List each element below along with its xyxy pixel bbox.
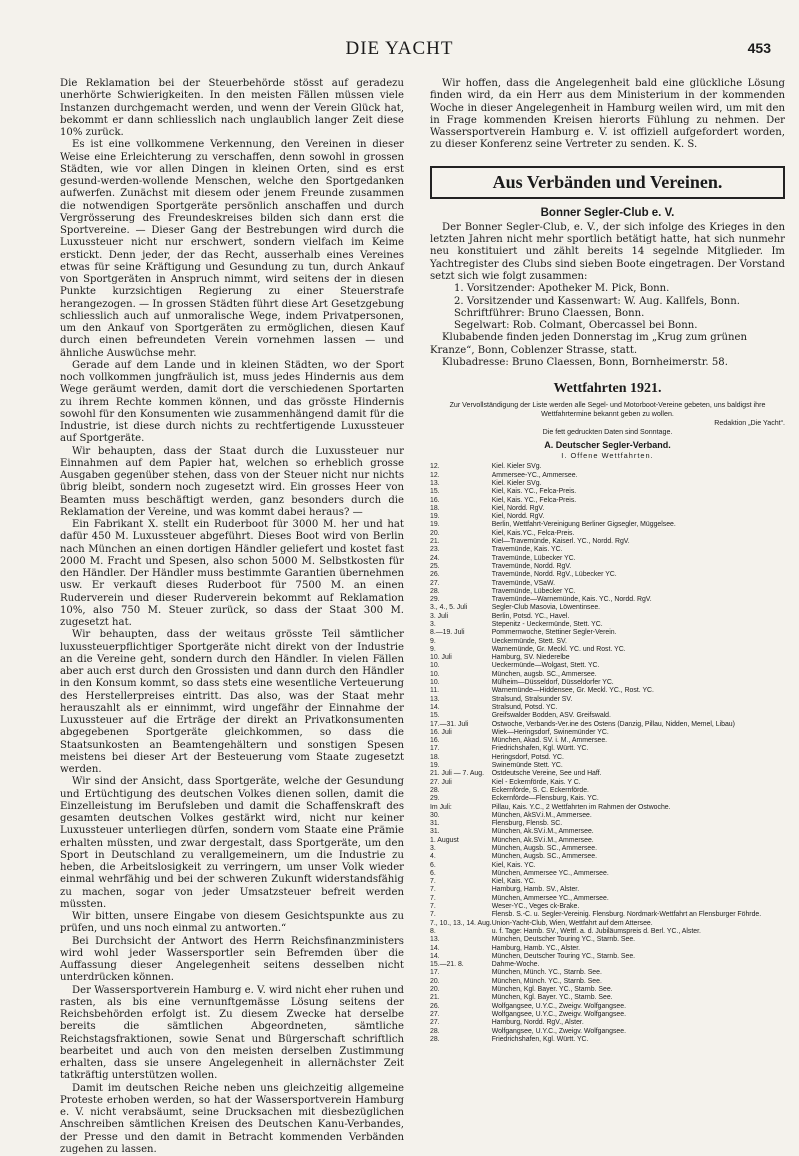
race-date: 20. [430, 530, 492, 538]
race-event: München, Deutscher Touring YC., Starnb. See. [492, 953, 785, 961]
race-row [430, 920, 785, 928]
race-row [430, 886, 785, 894]
race-event: u. f. Tage: Hamb. SV., Wettf. a. d. Jubiläumspreis d. Berl. YC., Alster. [492, 928, 785, 936]
wettfahrten-note: Zur Vervollständigung der Liste werden alle Segel- und Motorboot-Vereine gebeten, uns baldigst ihre Wettfahrtermine bekannt geben zu wollen. [430, 401, 785, 419]
race-event: Kiel, Nordd. RgV. [492, 505, 785, 513]
race-event: Union-Yacht-Club, Wien, Wettfahrt auf dem Attersee. [492, 920, 785, 928]
race-date: 16. [430, 737, 492, 745]
race-event: Travemünde, Nordd. RgV. [492, 563, 785, 571]
race-row [430, 862, 785, 870]
race-row [430, 870, 785, 878]
race-event: Travemünde, Lübecker YC. [492, 555, 785, 563]
right-column [430, 78, 785, 1138]
race-row [430, 480, 785, 488]
race-event: München, Ak.SV.i.M., Ammersee. [492, 828, 785, 836]
wettfahrten-note-2: Die fett gedruckten Daten sind Sonntage. [430, 428, 785, 437]
race-event: Travemünde—Warnemünde, Kais. YC., Nordd. RgV. [492, 596, 785, 604]
race-event: Kiel, Kais. YC. [492, 878, 785, 886]
race-row [430, 837, 785, 845]
race-row [430, 555, 785, 563]
verband-heading: A. Deutscher Segler-Verband. [430, 440, 785, 450]
wettfahrten-signature: Redaktion „Die Yacht“. [430, 419, 785, 428]
race-event: Ammersee-YC., Ammersee. [492, 472, 785, 480]
club-heading: Bonner Segler-Club e. V. [430, 207, 785, 219]
race-event: Weser-YC., Veges ck-Brake. [492, 903, 785, 911]
race-date: 17. [430, 969, 492, 977]
race-event: Travemünde, Nordd. RgV., Lübecker YC. [492, 571, 785, 579]
race-date: 27. [430, 1019, 492, 1027]
race-date: 28. [430, 787, 492, 795]
race-event: Kiel—Travemünde, Kaiserl. YC., Nordd. RgV. [492, 538, 785, 546]
race-row [430, 853, 785, 861]
race-date: 9. [430, 646, 492, 654]
race-event: Wolfgangsee, U.Y.C., Zweigv. Wolfgangsee. [492, 1011, 785, 1019]
offene-wettfahrten-heading: I. Offene Wettfahrten. [430, 451, 785, 460]
club-board-list [430, 283, 785, 332]
race-event: München, Kgl. Bayer. YC., Starnb. See. [492, 986, 785, 994]
race-event: München, Münch. YC., Starnb. See. [492, 969, 785, 977]
race-date: 7. [430, 886, 492, 894]
race-date: 16. Juli [430, 729, 492, 737]
race-event: Greifswalder Bodden, ASV. Greifswald. [492, 712, 785, 720]
race-date: 7. [430, 878, 492, 886]
race-row [430, 936, 785, 944]
left-paragraph-1: Die Reklamation bei der Steuerbehörde stösst auf geradezu unerhörte Schwierigkeiten. In den meisten Fällen müssen viele Instanzen durchgemacht werden, und wenn der Verein Glück hat, bekommt er dann schliesslich nach unglaublich langer Zeit diese 10% zurück. [60, 78, 404, 139]
race-date: 10. [430, 662, 492, 670]
race-row [430, 812, 785, 820]
race-row [430, 604, 785, 612]
race-row [430, 754, 785, 762]
race-row [430, 770, 785, 778]
left-paragraph-8: Wir bitten, unsere Eingabe von diesem Gesichtspunkte aus zu prüfen, und uns noch einmal zu antworten.“ [60, 911, 404, 936]
race-row [430, 1011, 785, 1019]
page-number: 453 [748, 40, 771, 56]
race-event: Eckernförde—Flensburg, Kais. YC. [492, 795, 785, 803]
race-date: 12. [430, 472, 492, 480]
race-row [430, 621, 785, 629]
race-date: 21. Juli — 7. Aug. [430, 770, 492, 778]
race-row [430, 530, 785, 538]
race-row [430, 911, 785, 919]
race-row [430, 513, 785, 521]
race-event: München, AkSV.i.M., Ammersee. [492, 812, 785, 820]
race-date: 14. [430, 945, 492, 953]
race-event: Kiel, Nordd. RgV. [492, 513, 785, 521]
race-date: 20. [430, 986, 492, 994]
wettfahrten-heading: Wettfahrten 1921. [430, 381, 785, 397]
race-row [430, 779, 785, 787]
race-row [430, 969, 785, 977]
race-event: Wolfgangsee, U.Y.C., Zweigv. Wolfgangsee. [492, 1003, 785, 1011]
left-paragraph-4: Wir behaupten, dass der Staat durch die Luxussteuer nur Einnahmen auf dem Papier hat, welchen so erheblich grosse Ausgaben gegenüber stehen, dass von der Steuer nicht nur nichts übrig bleibt, sondern noch zugesetzt wird. Ein grosses Heer von Beamten muss beschäftigt werden, ganz besonders durch die Reklamation der Vereine, und was kommt dabei heraus? — [60, 446, 404, 520]
race-event: Ostwoche, Verbands-Ver.ine des Ostens (Danzig, Pillau, Nidden, Memel, Libau) [492, 721, 785, 729]
race-date: 6. [430, 862, 492, 870]
race-date: 13. [430, 936, 492, 944]
race-event: Warnemünde—Hiddensee, Gr. Meckl. YC., Rost. YC. [492, 687, 785, 695]
race-event: Stralsund, Stralsunder SV. [492, 696, 785, 704]
race-date: 23. [430, 546, 492, 554]
race-date: 17.—31. Juli [430, 721, 492, 729]
race-event: Travemünde, Kais. YC. [492, 546, 785, 554]
board-item: 1. Vorsitzender: Apotheker M. Pick, Bonn. [454, 283, 785, 295]
board-item: Segelwart: Rob. Colmant, Obercassel bei Bonn. [454, 320, 785, 332]
race-row [430, 828, 785, 836]
race-date: 15. [430, 488, 492, 496]
race-event: Hamburg, Hamb. YC., Alster. [492, 945, 785, 953]
race-date: 7. [430, 895, 492, 903]
race-date: 27. [430, 1011, 492, 1019]
race-date: 11. [430, 687, 492, 695]
race-row [430, 463, 785, 471]
race-row [430, 654, 785, 662]
race-date: 9. [430, 638, 492, 646]
race-date: 30. [430, 812, 492, 820]
race-row [430, 1019, 785, 1027]
race-event: München, Münch. YC., Starnb. See. [492, 978, 785, 986]
race-row [430, 571, 785, 579]
race-event: Eckernförde, S. C. Eckernförde. [492, 787, 785, 795]
race-row [430, 679, 785, 687]
race-event: Hamburg, SV. Niederelbe [492, 654, 785, 662]
race-row [430, 638, 785, 646]
race-event: Berlin, Wettfahrt-Vereinigung Berliner Gigsegler, Müggelsee. [492, 521, 785, 529]
race-row [430, 745, 785, 753]
race-event: Berlin, Potsd. YC., Havel. [492, 613, 785, 621]
race-row [430, 1036, 785, 1044]
race-date: 1. August [430, 837, 492, 845]
race-event: Hamburg, Nordd. RgV., Alster. [492, 1019, 785, 1027]
race-row [430, 712, 785, 720]
race-date: 19. [430, 762, 492, 770]
race-table [430, 463, 785, 1044]
race-event: Hamburg, Hamb. SV., Alster. [492, 886, 785, 894]
race-row [430, 953, 785, 961]
race-event: Heringsdorf, Potsd. YC. [492, 754, 785, 762]
race-date: 21. [430, 538, 492, 546]
race-row [430, 986, 785, 994]
race-row [430, 580, 785, 588]
race-row [430, 795, 785, 803]
club-meetings: Klubabende finden jeden Donnerstag im „Krug zum grünen Kranze“, Bonn, Coblenzer Strasse, statt. [430, 332, 785, 357]
left-paragraph-11: Damit im deutschen Reiche neben uns gleichzeitig allgemeine Proteste erhoben werden, so hat der Wassersportverein Hamburg e. V. nicht verabsäumt, seine Drucksachen mit diesbezüglichen Anschreiben sämtlichen Kreisen des Deutschen Kanu-Verbandes, der Presse und den damit in Betracht kommenden Verbänden zugehen zu lassen. [60, 1083, 404, 1156]
race-row [430, 646, 785, 654]
race-date: 15.—21. 8. [430, 961, 492, 969]
race-date: Im Juli: [430, 804, 492, 812]
race-row [430, 845, 785, 853]
club-intro: Der Bonner Segler-Club, e. V., der sich infolge des Krieges in den letzten Jahren nicht mehr sportlich betätigt hatte, hat sich nunmehr neu konstituiert und zählt bereits 14 segelnde Mitglieder. Im Yachtregister des Clubs sind sieben Boote eingetragen. Der Vorstand setzt sich wie folgt zusammen: [430, 222, 785, 283]
race-date: 18. [430, 754, 492, 762]
race-row [430, 721, 785, 729]
race-date: 17. [430, 745, 492, 753]
race-date: 3., 4., 5. Juli [430, 604, 492, 612]
race-date: 16. [430, 497, 492, 505]
race-event: München, Kgl. Bayer. YC., Starnb. See. [492, 994, 785, 1002]
race-date: 10. Juli [430, 654, 492, 662]
race-row [430, 488, 785, 496]
race-event: München, Augsb. SC., Ammersee. [492, 853, 785, 861]
race-date: 27. [430, 580, 492, 588]
race-event: Travemünde, Lübecker YC. [492, 588, 785, 596]
race-date: 8.—19. Juli [430, 629, 492, 637]
left-paragraph-7: Wir sind der Ansicht, dass Sportgeräte, welche der Gesundung und Ertüchtigung des deutschen Volkes dienen sollen, damit die Einzelleistung im Berufsleben und damit die Schaffenskraft des gesamten deutschen Volkes gestärkt wird, nicht nur keiner Luxussteuer unterliegen dürfen, sondern vom Staate eine Prämie erhalten müssten, und zwar dergestalt, dass Sportgeräte, um den Sport in Deutschland zu verallgemeinern, um die Industrie zu heben, die Arbeitslosigkeit zu verringern, um unser Volk wieder einmal wehrfähig und bei der schweren Zukunft widerstandsfähig zu machen, sogar von jeder Umsatzsteuer befreit werden müssten. [60, 776, 404, 911]
race-date: 28. [430, 1036, 492, 1044]
race-row [430, 1003, 785, 1011]
race-row [430, 762, 785, 770]
race-event: Pommernwoche, Stettiner Segler-Verein. [492, 629, 785, 637]
race-date: 29. [430, 795, 492, 803]
race-row [430, 704, 785, 712]
race-event: Travemünde, VSaW. [492, 580, 785, 588]
race-event: Segler-Club Masovia, Löwentinsee. [492, 604, 785, 612]
race-event: Ostdeutsche Vereine, See und Haff. [492, 770, 785, 778]
race-event: Kiel - Eckernförde, Kais. Y C. [492, 779, 785, 787]
race-date: 7. [430, 903, 492, 911]
race-row [430, 596, 785, 604]
race-date: 10. [430, 671, 492, 679]
race-event: Dahme-Woche. [492, 961, 785, 969]
race-event: Warnemünde, Gr. Meckl. YC. und Rost. YC. [492, 646, 785, 654]
section-title-box: Aus Verbänden und Vereinen. [430, 166, 785, 199]
race-date: 10. [430, 679, 492, 687]
race-event: Kiel. Kieler SVg. [492, 463, 785, 471]
race-date: 31. [430, 820, 492, 828]
race-row [430, 472, 785, 480]
race-event: Swinemünde Stett. YC. [492, 762, 785, 770]
race-date: 18. [430, 505, 492, 513]
race-row [430, 737, 785, 745]
race-event: Pillau, Kais. Y.C., 2 Wettfahrten im Rahmen der Ostwoche. [492, 804, 785, 812]
race-date: 24. [430, 555, 492, 563]
race-row [430, 696, 785, 704]
race-row [430, 787, 785, 795]
race-date: 3. [430, 621, 492, 629]
race-event: Ueckermünde, Stett. SV. [492, 638, 785, 646]
race-row [430, 994, 785, 1002]
race-row [430, 671, 785, 679]
race-date: 6. [430, 870, 492, 878]
race-date: 13. [430, 696, 492, 704]
board-item: 2. Vorsitzender und Kassenwart: W. Aug. Kallfels, Bonn. [454, 296, 785, 308]
race-date: 21. [430, 994, 492, 1002]
left-paragraph-2: Es ist eine vollkommene Verkennung, den Vereinen in dieser Weise eine Erleichterung zu verschaffen, denn sowohl in grossen Städten, wie vor allen Dingen in kleinen Orten, sind es erst gesund-werden-wollende Menschen, welche den Sportgedanken aufwerfen. Zunächst mit diesem oder jenem Freunde zusammen die notwendigen Sportgeräte persönlich anschaffen und durch Vergrösserung des Freundeskreises bilden sich dann erst die Sportvereine. — Dieser Gang der Bestrebungen wird durch die Luxussteuer nicht nur erschwert, sondern vielfach im Keime erstickt. Denn jeder, der das Recht, ausserhalb eines Vereines etwas für seine Kräftigung und Gesundung zu tun, durch Ankauf von Sportgeräten in Anspruch nimmt, wird seitens der in diesen Punkte kurzsichtigen Regierung zu einer Steuerstrafe herangezogen. — In grossen Städten führt diese Art Gesetzgebung schliesslich auch auf unmoralische Wege, indem Privatpersonen, um den Ankauf von Sportgeräten zu ermöglichen, diesen Kauf durch einen befreundeten Verein vornehmen lassen — und ähnliche Auswüchse mehr. [60, 139, 404, 360]
race-date: 4. [430, 853, 492, 861]
race-date: 29. [430, 596, 492, 604]
race-event: München, Ammersee YC., Ammersee. [492, 895, 785, 903]
race-date: 28. [430, 1028, 492, 1036]
race-date: 7., 10., 13., 14. Aug. [430, 920, 492, 928]
race-event: Stralsund, Potsd. YC. [492, 704, 785, 712]
race-row [430, 521, 785, 529]
race-event: Wiek—Heringsdorf, Swinemünder YC. [492, 729, 785, 737]
race-date: 31. [430, 828, 492, 836]
race-event: München, augsb. SC., Ammersee. [492, 671, 785, 679]
left-paragraph-3: Gerade auf dem Lande und in kleinen Städten, wo der Sport noch vollkommen jungfräulich ist, muss jedes Hindernis aus dem Wege geräumt werden, damit dort die verschiedenen Sportarten zu ihrem Rechte kommen können, und das grösste Hindernis sowohl für den Konsumenten wie zusammenhängend damit für die Industrie, ist diese durch nichts zu rechtfertigende Luxussteuer auf Sportgeräte. [60, 360, 404, 446]
race-row [430, 1028, 785, 1036]
race-event: Friedrichshafen, Kgl. Württ. YC. [492, 745, 785, 753]
race-date: 8. [430, 928, 492, 936]
left-paragraph-9: Bei Durchsicht der Antwort des Herrn Reichsfinanzministers wird wohl jeder Wassersportler sein Befremden über die Auffassung dieser Angelegenheit seitens desselben nicht unterdrücken können. [60, 936, 404, 985]
race-row [430, 729, 785, 737]
race-row [430, 820, 785, 828]
race-event: Wolfgangsee, U.Y.C., Zweigv. Wolfgangsee. [492, 1028, 785, 1036]
race-row [430, 563, 785, 571]
race-date: 15. [430, 712, 492, 720]
race-event: München, Ak.SV.i.M., Ammersee. [492, 837, 785, 845]
race-row [430, 895, 785, 903]
race-date: 20. [430, 978, 492, 986]
race-date: 28. [430, 588, 492, 596]
left-paragraph-5: Ein Fabrikant X. stellt ein Ruderboot für 3000 M. her und hat dafür 450 M. Luxussteuer abgeführt. Dieses Boot wird von Berlin nach München an einen dortigen Händler geliefert und kostet fast 2000 M. Fracht und Spesen, also schon 5000 M. Selbstkosten für den Händler. Der Händler muss bestimmte Garantien übernehmen usw. Er verkauft dieses Ruderboot für 7500 M. an einen Ruderverein und dieser Ruderverein bekommt auf Reklamation 10%, also 750 M. Steuer zurück, so dass der Staat 300 M. zugesetzt hat. [60, 519, 404, 629]
race-date: 26. [430, 571, 492, 579]
race-row [430, 687, 785, 695]
race-date: 13. [430, 480, 492, 488]
race-date: 25. [430, 563, 492, 571]
race-date: 26. [430, 1003, 492, 1011]
race-event: Flensb. S.-C. u. Segler-Vereinig. Flensburg. Nordmark-Wettfahrt an Flensburger Föhrde. [492, 911, 785, 919]
race-row [430, 546, 785, 554]
race-event: Flensburg, Flensb. SC. [492, 820, 785, 828]
race-event: München, Ammersee YC., Ammersee. [492, 870, 785, 878]
race-event: Mülheim—Düsseldorf, Düsseldorfer YC. [492, 679, 785, 687]
race-row [430, 505, 785, 513]
race-date: 12. [430, 463, 492, 471]
race-row [430, 588, 785, 596]
race-date: 3. Juli [430, 613, 492, 621]
race-date: 27. Juli [430, 779, 492, 787]
race-date: 19. [430, 513, 492, 521]
race-event: München, Akad. SV. i. M., Ammersee. [492, 737, 785, 745]
race-event: München, Deutscher Touring YC., Starnb. See. [492, 936, 785, 944]
race-row [430, 945, 785, 953]
race-date: 14. [430, 704, 492, 712]
race-event: Ueckermünde—Wolgast, Stett. YC. [492, 662, 785, 670]
race-row [430, 804, 785, 812]
race-event: Friedrichshafen, Kgl. Württ. YC. [492, 1036, 785, 1044]
race-row [430, 538, 785, 546]
race-date: 19. [430, 521, 492, 529]
race-event: Kiel, Kais. YC. [492, 862, 785, 870]
race-event: Kiel, Kais.YC., Felca-Preis. [492, 530, 785, 538]
race-event: Stepenitz - Ueckermünde, Stett. YC. [492, 621, 785, 629]
race-date: 14. [430, 953, 492, 961]
left-column [60, 78, 404, 1138]
race-row [430, 961, 785, 969]
race-row [430, 978, 785, 986]
race-event: Kiel, Kais. YC., Felca-Preis. [492, 497, 785, 505]
running-header-title: DIE YACHT [0, 38, 799, 60]
right-intro-paragraph: Wir hoffen, dass die Angelegenheit bald eine glückliche Lösung finden wird, da ein Herr aus dem Ministerium in der kommenden Woche in dieser Angelegenheit in Hamburg weilen wird, um mit den in Frage kommenden Kreisen hierorts Fühlung zu nehmen. Der Wassersportverein Hamburg e. V. ist offiziell aufgefordert worden, zu dieser Konferenz seine Vertreter zu senden. K. S. [430, 78, 785, 152]
race-date: 3. [430, 845, 492, 853]
race-row [430, 629, 785, 637]
board-item: Schriftführer: Bruno Claessen, Bonn. [454, 308, 785, 320]
race-row [430, 613, 785, 621]
race-row [430, 662, 785, 670]
race-row [430, 928, 785, 936]
left-paragraph-6: Wir behaupten, dass der weitaus grösste Teil sämtlicher luxussteuerpflichtiger Sportgeräte nicht direkt von der Industrie an die Vereine geht, sondern durch den Händler. In vielen Fällen aber auch erst durch den Grossisten und dann durch den Händler in den Konsum kommt, so dass stets eine wesentliche Verteuerung des Herstellerpreises eintritt. Das also, was der Staat mehr herauszahlt als er einnimmt, wird ungefähr der Einnahme der Luxussteuer auf die Erträge der direkt an Privatkonsumenten abgegebenen Sportgeräte gleichkommen, so dass die Staatsunkosten an Beamtengehältern und sonstigen Spesen meistens bei dieser Art der Besteuerung vom Staate zugesetzt werden. [60, 629, 404, 776]
race-row [430, 903, 785, 911]
race-event: Kiel. Kieler SVg. [492, 480, 785, 488]
race-event: München, Augsb. SC., Ammersee. [492, 845, 785, 853]
race-date: 7. [430, 911, 492, 919]
race-event: Kiel, Kais. YC., Felca-Preis. [492, 488, 785, 496]
club-address: Klubadresse: Bruno Claessen, Bonn, Bornheimerstr. 58. [430, 357, 785, 369]
left-paragraph-10: Der Wassersportverein Hamburg e. V. wird nicht eher ruhen und rasten, als bis eine vernunftgemässe Lösung seitens der Reichsbehörden erfolgt ist. Zu diesem Zwecke hat derselbe bereits die sämtlichen Abgeordneten, sämtliche Reichstagsfraktionen, sowie Senat und Bürgerschaft schriftlich bearbeitet und auch von den meisten derselben Zustimmung erhalten, dass sie unsere Angelegenheit in allernächster Zeit tatkräftig unterstützen wollen. [60, 985, 404, 1083]
race-row [430, 878, 785, 886]
race-row [430, 497, 785, 505]
